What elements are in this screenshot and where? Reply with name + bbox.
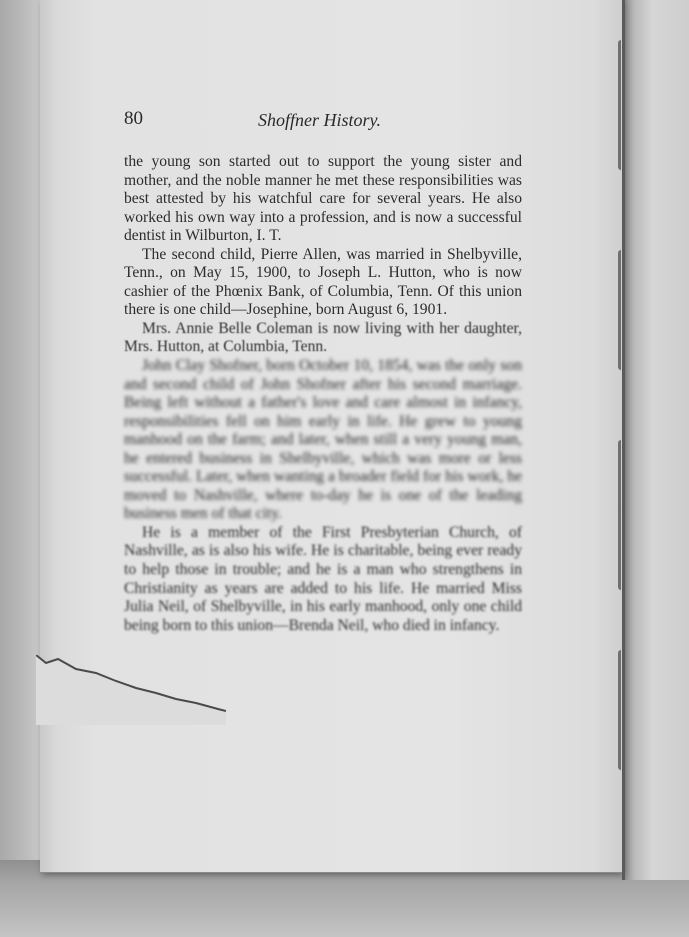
running-title: Shoffner History. [258,110,382,130]
binding-stitch [618,440,629,590]
page-header [124,108,522,134]
binding-stitch [618,40,629,170]
facing-page-edge [622,0,689,880]
page-number: 80 [124,108,143,129]
paragraph: The second child, Pierre Allen, was married in Shelbyville, Tenn., on May 15, 1900, to Joseph L. Hutton, who is now cashier of the Phœnix Bank, of Columbia, Tenn. Of this union there is one child—Josephine, born August 6, 1901. [124,245,522,319]
body-text [124,153,522,635]
torn-page-corner [36,655,226,725]
paragraph: John Clay Shofner, born October 10, 1854, was the only son and second child of John Shofner after his second marriage. Being left without a father's love and care almost in infancy, responsibilities fell on him early in life. He grew to young manhood on the farm; and later, when still a very young man, he entered business in Shelbyville, which was more or less successful. Later, when wanting a broader field for his work, he moved to Nashville, where to-day he is one of the leading business men of that city. [124,357,522,523]
paragraph: Mrs. Annie Belle Coleman is now living with her daughter, Mrs. Hutton, at Columbia, Tenn. [124,319,522,356]
paragraph: the young son started out to support the young sister and mother, and the noble manner he met these responsibilities was best attested by his watchful care for several years. He also worked his own way into a profession, and is now a successful dentist in Wilburton, I. T. [124,153,522,245]
paragraph: He is a member of the First Presbyterian Church, of Nashville, as is also his wife. He is charitable, being ever ready to help those in trouble; and he is a man who strengthens in Christianity as years are added to his life. He married Miss Julia Neil, of Shelbyville, in his early manhood, only one child being born to this union—Brenda Neil, who died in infancy. [124,523,522,634]
binding-stitch [618,650,629,770]
binding-stitch [618,250,629,370]
